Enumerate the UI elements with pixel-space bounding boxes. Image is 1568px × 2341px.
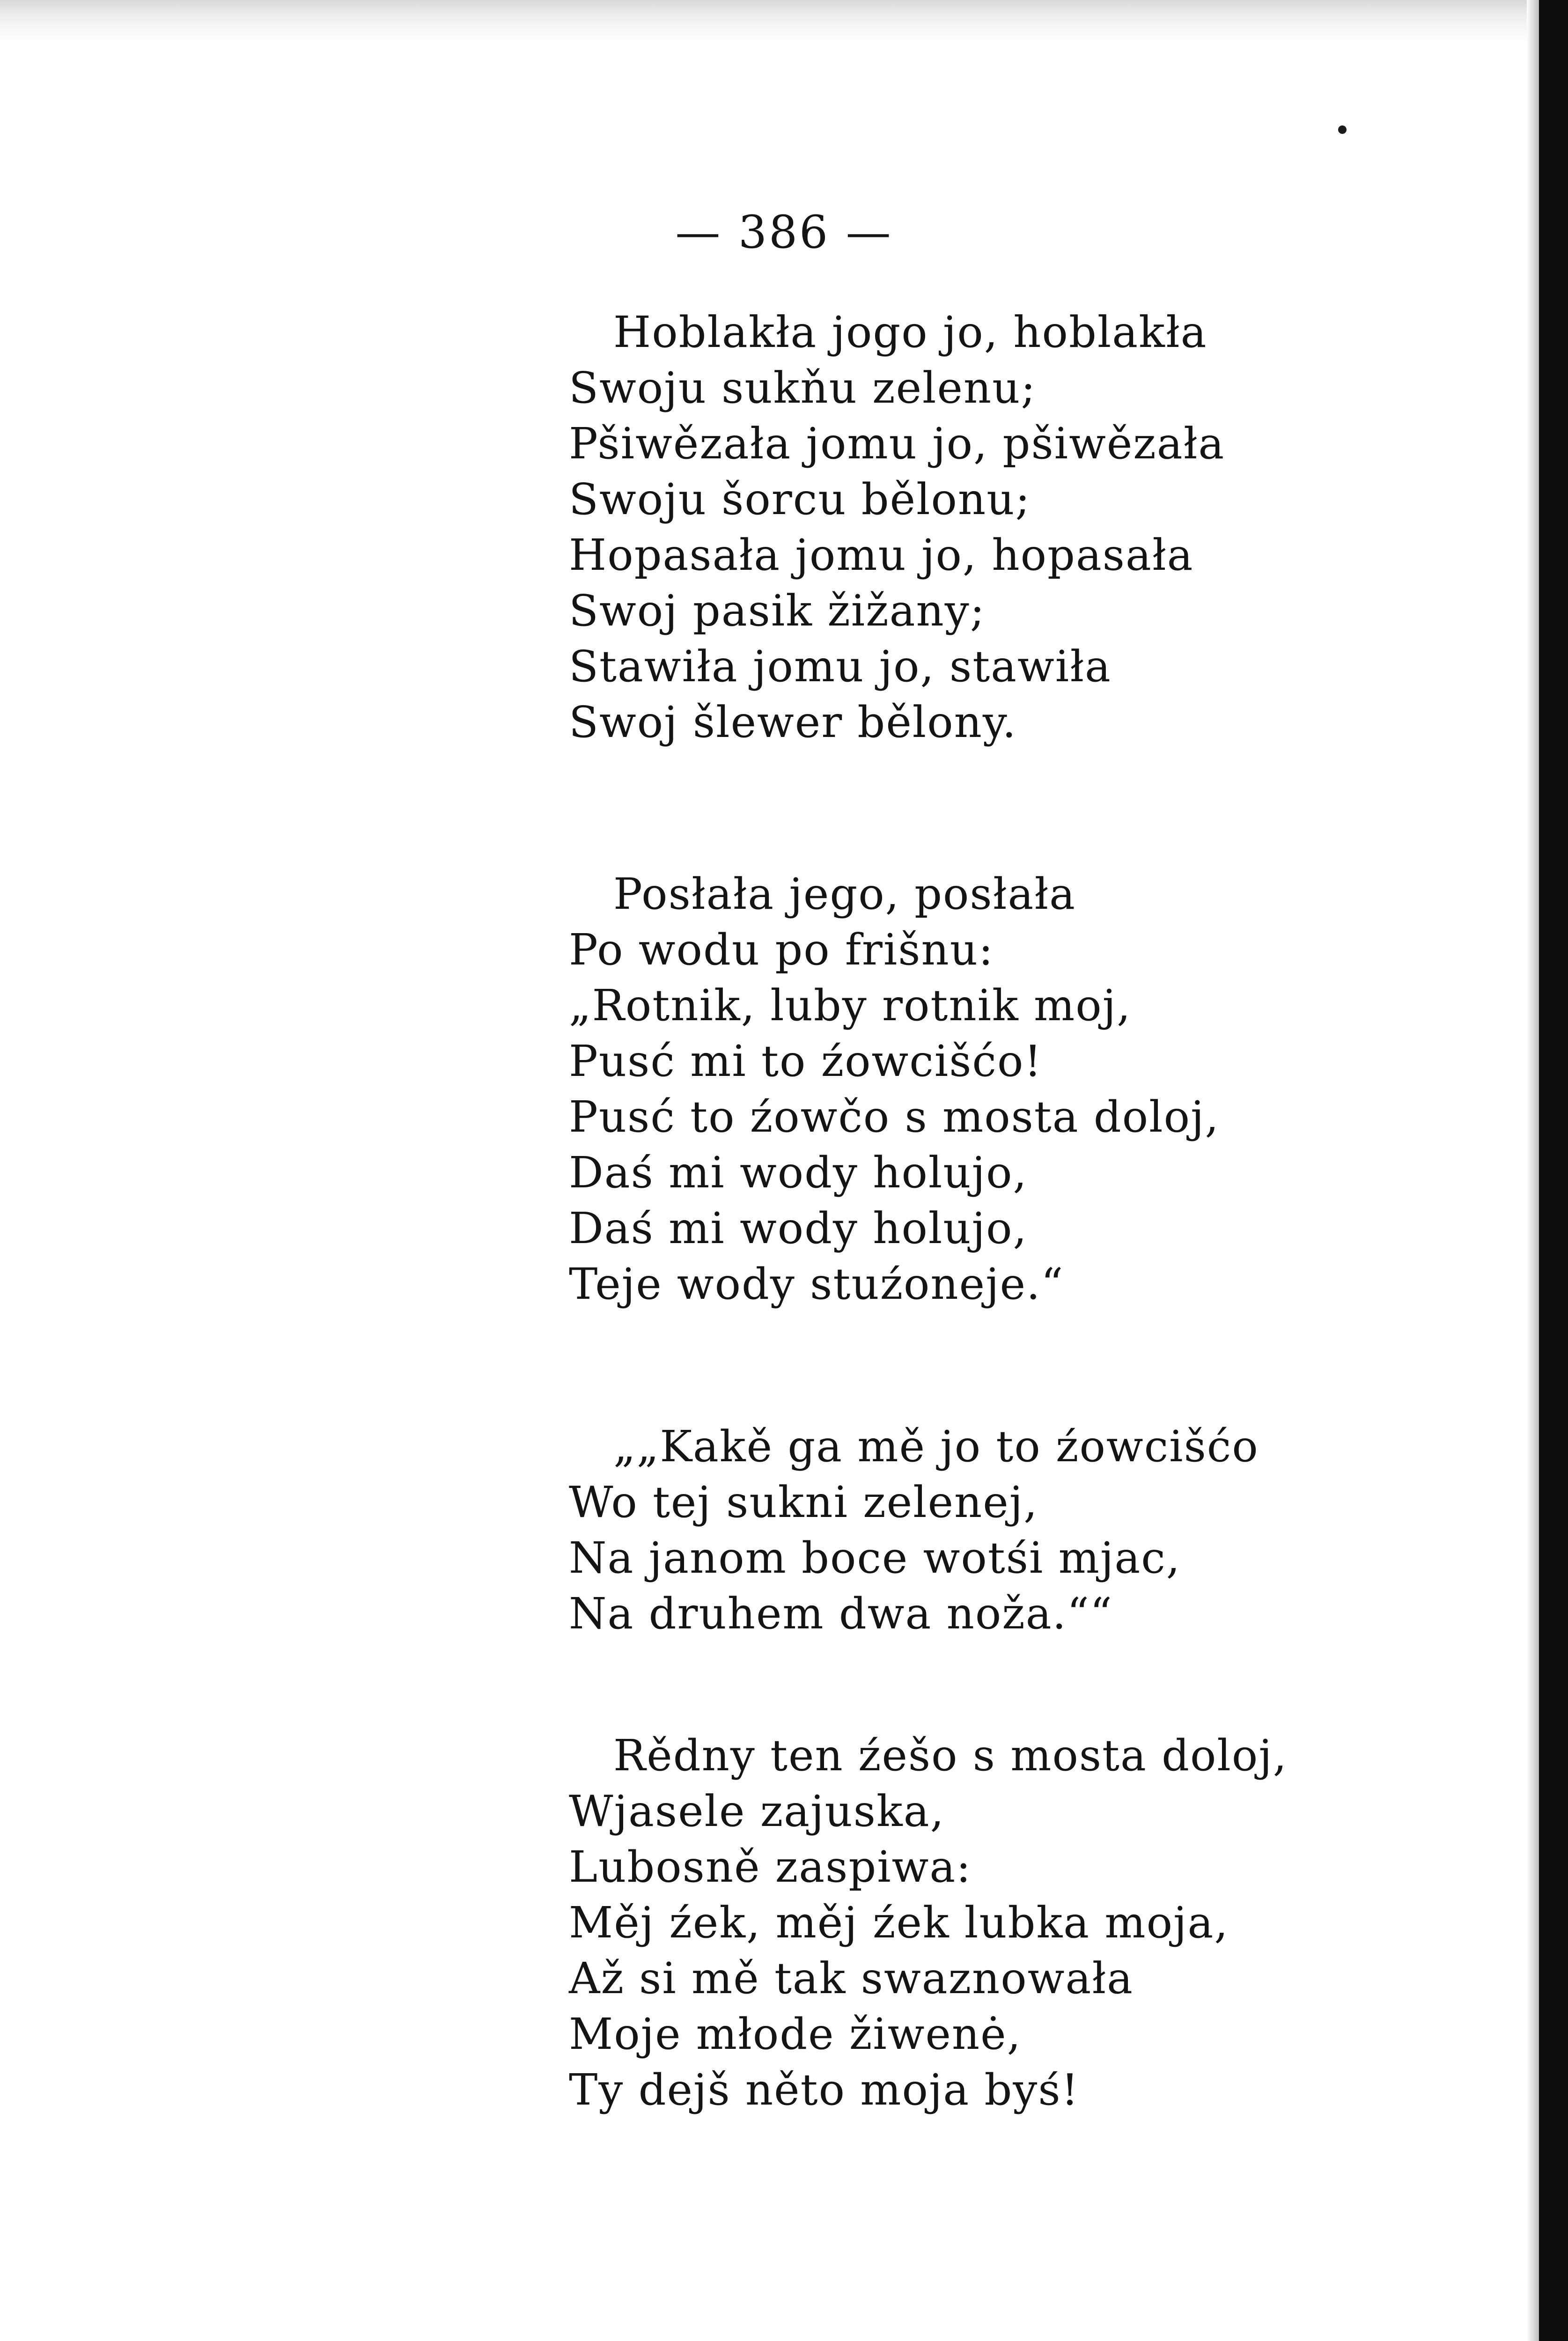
stanza-2 xyxy=(569,866,1220,1312)
verse-line: Swoj pasik žižany; xyxy=(569,586,986,636)
verse-line: Wjasele zajuska, xyxy=(569,1786,945,1836)
stanza-4 xyxy=(569,1728,1288,2118)
verse-line: Daś mi wody holujo, xyxy=(569,1148,1028,1198)
verse-line: Lubosně zaspiwa: xyxy=(569,1842,972,1892)
verse-line: Daś mi wody holujo, xyxy=(569,1203,1028,1253)
verse-line: Swoj šlewer bělony. xyxy=(569,697,1017,747)
scan-speck xyxy=(1338,125,1347,134)
scan-top-edge xyxy=(0,0,1568,42)
verse-line: „„Kakě ga mě jo to źowcišćo xyxy=(613,1421,1259,1472)
verse-line: Pusć to źowčo s mosta doloj, xyxy=(569,1092,1220,1142)
verse-line: Ty dejš něto moja byś! xyxy=(569,2065,1080,2115)
page-number: — 386 — xyxy=(675,206,893,258)
verse-line: Teje wody stuźoneje.“ xyxy=(569,1259,1064,1309)
stanza-3 xyxy=(569,1419,1259,1642)
verse-line: „Rotnik, luby rotnik moj, xyxy=(569,980,1132,1031)
verse-line: Hoblakła jogo jo, hoblakła xyxy=(613,307,1207,357)
verse-line: Na janom boce wotśi mjac, xyxy=(569,1533,1181,1583)
verse-line: Měj źek, měj źek lubka moja, xyxy=(569,1898,1229,1948)
verse-line: Po wodu po frišnu: xyxy=(569,925,994,975)
verse-line: Swoju šorcu bělonu; xyxy=(569,474,1031,524)
verse-line: Až si mě tak swaznowała xyxy=(569,1953,1134,2003)
verse-line: Na druhem dwa noža.““ xyxy=(569,1589,1113,1639)
scan-binding-shadow xyxy=(1527,0,1539,2341)
verse-line: Swoju sukňu zelenu; xyxy=(569,363,1037,413)
verse-line: Posłała jego, posłała xyxy=(613,869,1076,919)
verse-line: Hopasała jomu jo, hopasała xyxy=(569,530,1194,580)
verse-line: Moje młode žiwenė, xyxy=(569,2009,1022,2059)
scan-right-edge xyxy=(1539,0,1568,2341)
verse-line: Rědny ten źešo s mosta doloj, xyxy=(613,1730,1288,1781)
verse-line: Wo tej sukni zelenej, xyxy=(569,1477,1038,1527)
stanza-1 xyxy=(569,304,1225,750)
verse-line: Pusć mi to źowcišćo! xyxy=(569,1036,1043,1086)
verse-line: Stawiła jomu jo, stawiła xyxy=(569,641,1112,692)
verse-line: Pšiwězała jomu jo, pšiwězała xyxy=(569,419,1225,469)
